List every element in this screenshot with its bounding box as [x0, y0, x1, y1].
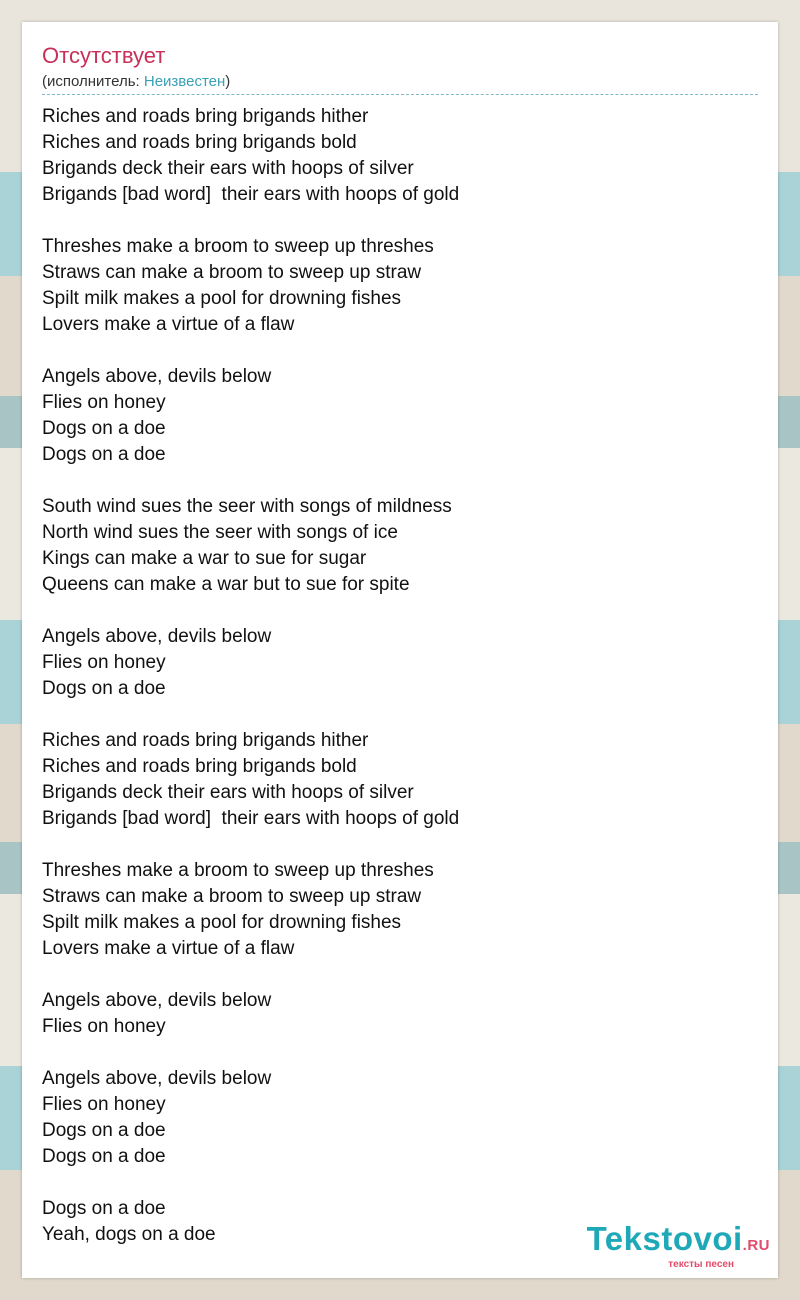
lyric-line: South wind sues the seer with songs of mildness [42, 496, 452, 517]
lyric-line [42, 1170, 758, 1196]
artist-suffix: ) [225, 73, 231, 90]
artist-line [42, 72, 758, 95]
artist-link[interactable]: Неизвестен [143, 73, 226, 90]
lyric-line: Riches and roads bring brigands hither [42, 730, 369, 751]
lyric-line: Dogs on a doe [42, 1198, 166, 1219]
lyric-line: Flies on honey [42, 392, 166, 413]
lyric-line [42, 468, 758, 494]
lyric-line [42, 702, 758, 728]
lyric-line: Straws can make a broom to sweep up straw [42, 886, 422, 907]
lyric-line: Dogs on a doe [42, 418, 166, 439]
lyric-line: Angels above, devils below [42, 626, 272, 647]
lyric-line: Lovers make a virtue of a flaw [42, 938, 295, 959]
logo-name: Tekstovoi [586, 1220, 743, 1257]
lyric-line: Dogs on a doe [42, 1146, 166, 1167]
lyric-line: Angels above, devils below [42, 990, 272, 1011]
lyric-line [42, 832, 758, 858]
lyric-line: Riches and roads bring brigands bold [42, 132, 357, 153]
lyric-line: Flies on honey [42, 652, 166, 673]
lyric-line [42, 338, 758, 364]
logo-tagline: тексты песен [668, 1259, 734, 1270]
logo-tld: .RU [742, 1237, 770, 1254]
lyric-line: Spilt milk makes a pool for drowning fishes [42, 288, 402, 309]
lyric-line: Threshes make a broom to sweep up threshes [42, 860, 434, 881]
lyric-line: Angels above, devils below [42, 1068, 272, 1089]
lyric-line: Dogs on a doe [42, 678, 166, 699]
lyric-line [42, 598, 758, 624]
lyric-line: Kings can make a war to sue for sugar [42, 548, 367, 569]
lyric-line: Flies on honey [42, 1016, 166, 1037]
lyric-line: Flies on honey [42, 1094, 166, 1115]
lyric-line: Yeah, dogs on a doe [42, 1224, 216, 1245]
lyric-line: Spilt milk makes a pool for drowning fishes [42, 912, 402, 933]
lyric-line [42, 962, 758, 988]
lyric-line: Brigands deck their ears with hoops of silver [42, 782, 414, 803]
lyric-line [42, 1040, 758, 1066]
lyric-line: Brigands [bad word] their ears with hoops of gold [42, 184, 460, 205]
lyric-line: Angels above, devils below [42, 366, 272, 387]
artist-prefix: (исполнитель: [42, 73, 144, 90]
lyric-line: Lovers make a virtue of a flaw [42, 314, 295, 335]
lyric-line: Dogs on a doe [42, 444, 166, 465]
lyric-line: Riches and roads bring brigands bold [42, 756, 357, 777]
lyric-line: Queens can make a war but to sue for spite [42, 574, 410, 595]
lyric-line: Brigands [bad word] their ears with hoops of gold [42, 808, 460, 829]
lyric-line: Threshes make a broom to sweep up threshes [42, 236, 434, 257]
lyric-line: Riches and roads bring brigands hither [42, 106, 369, 127]
site-logo[interactable] [587, 1222, 770, 1270]
lyrics-card [22, 22, 778, 1278]
lyric-line: Brigands deck their ears with hoops of silver [42, 158, 414, 179]
lyric-line: Straws can make a broom to sweep up straw [42, 262, 422, 283]
lyrics-text [42, 104, 758, 1248]
lyric-line: Dogs on a doe [42, 1120, 166, 1141]
song-title: Отсутствует [42, 43, 166, 68]
lyric-line [42, 208, 758, 234]
lyric-line: North wind sues the seer with songs of ice [42, 522, 398, 543]
